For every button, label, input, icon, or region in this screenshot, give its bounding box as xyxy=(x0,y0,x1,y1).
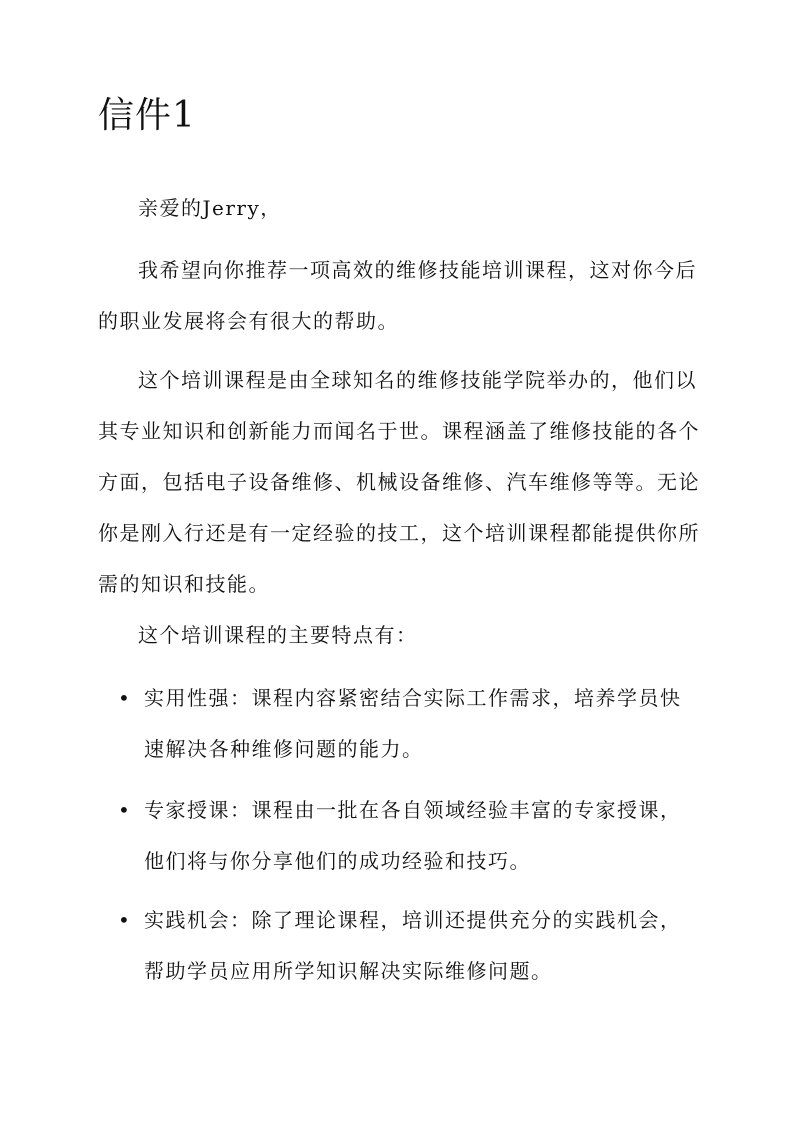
letter-title: 信件1 xyxy=(98,95,196,136)
list-item xyxy=(118,785,698,887)
bullet-icon: • xyxy=(118,798,132,822)
list-item-text: 实用性强：课程内容紧密结合实际工作需求，培养学员快速解决各种维修问题的能力。 xyxy=(144,686,682,761)
paragraph: 我希望向你推荐一项高效的维修技能培训课程，这对你今后的职业发展将会有很大的帮助。 xyxy=(98,258,697,333)
list-item-text: 专家授课：课程由一批在各自领域经验丰富的专家授课，他们将与你分享他们的成功经验和技巧。 xyxy=(144,798,682,873)
paragraph: 这个培训课程是由全球知名的维修技能学院举办的，他们以其专业知识和创新能力而闻名于世。课程涵盖了维修技能的各个方面，包括电子设备维修、机械设备维修、汽车维修等等。无论你是刚入行还是有一定经验的技工，这个培训课程都能提供你所需的知识和技能。 xyxy=(98,368,700,596)
bullet-icon: • xyxy=(118,686,132,710)
greeting: 亲爱的Jerry， xyxy=(138,196,282,220)
paragraph: 这个培训课程的主要特点有： xyxy=(138,623,418,647)
list-item-text: 实践机会：除了理论课程，培训还提供充分的实践机会，帮助学员应用所学知识解决实际维修问题。 xyxy=(144,908,682,983)
bullet-icon: • xyxy=(118,908,132,932)
list-item xyxy=(118,673,698,775)
list-item xyxy=(118,895,698,997)
